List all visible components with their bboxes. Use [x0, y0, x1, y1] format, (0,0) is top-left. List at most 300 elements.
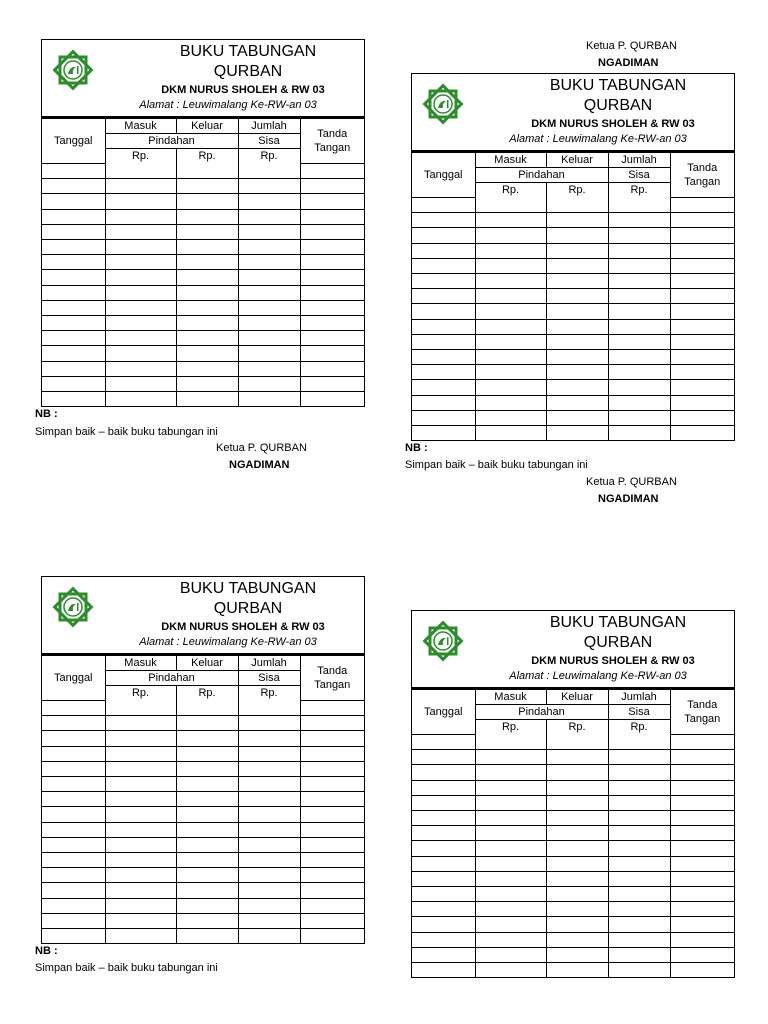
table-cell — [42, 716, 105, 731]
table-cell — [176, 731, 238, 746]
table-cell — [42, 883, 105, 898]
table-cell — [176, 837, 238, 852]
table-cell — [412, 826, 475, 841]
table-cell — [475, 886, 546, 901]
table-cell — [546, 319, 608, 334]
table-row — [42, 837, 364, 852]
table-cell — [300, 761, 364, 776]
col-tanda: Tanda — [687, 162, 718, 175]
col-rp-sisa: Rp. — [608, 183, 670, 198]
card-title-line2: QURBAN — [213, 63, 283, 80]
table-cell — [475, 735, 546, 750]
table-cell — [238, 224, 300, 239]
table-cell — [412, 213, 475, 228]
table-cell — [42, 837, 105, 852]
table-cell — [412, 856, 475, 871]
table-cell — [300, 179, 364, 194]
table-row — [42, 746, 364, 761]
col-rp-sisa: Rp. — [238, 686, 300, 701]
table-cell — [608, 243, 670, 258]
table-cell — [300, 898, 364, 913]
table-cell — [546, 765, 608, 780]
table-cell — [412, 780, 475, 795]
table-cell — [300, 852, 364, 867]
col-jumlah: Jumlah — [238, 656, 300, 671]
table-cell — [300, 209, 364, 224]
col-sisa: Sisa — [608, 168, 670, 183]
table-cell — [238, 777, 300, 792]
col-tanda: Tanda — [317, 665, 348, 678]
table-cell — [176, 194, 238, 209]
table-cell — [176, 928, 238, 943]
table-cell — [412, 258, 475, 273]
table-row — [412, 304, 734, 319]
table-cell — [546, 213, 608, 228]
table-cell — [546, 735, 608, 750]
table-cell — [608, 735, 670, 750]
table-cell — [105, 179, 176, 194]
table-cell — [670, 395, 734, 410]
table-cell — [475, 410, 546, 425]
card-organization: DKM NURUS SHOLEH & RW 03 — [161, 621, 325, 633]
table-cell — [300, 331, 364, 346]
table-cell — [608, 349, 670, 364]
table-row — [412, 932, 734, 947]
table-cell — [176, 391, 238, 406]
table-row — [412, 856, 734, 871]
table-cell — [412, 274, 475, 289]
table-cell — [105, 792, 176, 807]
table-cell — [546, 886, 608, 901]
table-cell — [176, 792, 238, 807]
col-tanggal: Tanggal — [412, 153, 475, 198]
table-cell — [300, 300, 364, 315]
table-cell — [475, 395, 546, 410]
table-cell — [176, 209, 238, 224]
table-cell — [608, 274, 670, 289]
table-cell — [608, 334, 670, 349]
table-cell — [412, 841, 475, 856]
table-cell — [546, 380, 608, 395]
card-title-line1: BUKU TABUNGAN — [179, 43, 317, 60]
table-cell — [546, 243, 608, 258]
table-row — [412, 947, 734, 962]
table-cell — [238, 331, 300, 346]
table-cell — [670, 962, 734, 977]
table-row — [42, 898, 364, 913]
col-rp-masuk: Rp. — [475, 720, 546, 735]
table-cell — [546, 425, 608, 440]
table-cell — [300, 194, 364, 209]
table-cell — [412, 365, 475, 380]
table-cell — [176, 224, 238, 239]
table-cell — [546, 932, 608, 947]
table-cell — [238, 913, 300, 928]
table-cell — [105, 701, 176, 716]
card-address: Alamat : Leuwimalang Ke-RW-an 03 — [509, 133, 687, 145]
table-row — [42, 852, 364, 867]
card-header — [42, 40, 364, 119]
table-cell — [608, 289, 670, 304]
table-cell — [670, 750, 734, 765]
table-cell — [546, 349, 608, 364]
table-cell — [42, 315, 105, 330]
table-cell — [546, 750, 608, 765]
table-cell — [42, 194, 105, 209]
col-rp-keluar: Rp. — [546, 183, 608, 198]
col-sisa: Sisa — [238, 134, 300, 149]
table-cell — [475, 349, 546, 364]
table-cell — [300, 376, 364, 391]
table-cell — [546, 947, 608, 962]
table-cell — [300, 240, 364, 255]
table-cell — [670, 902, 734, 917]
table-cell — [670, 243, 734, 258]
nb-label-2: NB : — [405, 442, 428, 454]
table-cell — [670, 811, 734, 826]
table-cell — [300, 315, 364, 330]
table-cell — [670, 780, 734, 795]
savings-table — [412, 690, 734, 977]
table-cell — [238, 716, 300, 731]
table-cell — [300, 822, 364, 837]
table-cell — [670, 319, 734, 334]
col-tangan: Tangan — [684, 713, 721, 726]
table-rows — [42, 164, 364, 407]
table-row — [42, 331, 364, 346]
table-cell — [608, 395, 670, 410]
table-cell — [475, 243, 546, 258]
table-cell — [475, 304, 546, 319]
card-header — [42, 577, 364, 656]
table-cell — [670, 258, 734, 273]
table-cell — [176, 164, 238, 179]
table-cell — [42, 731, 105, 746]
card-organization: DKM NURUS SHOLEH & RW 03 — [531, 118, 695, 130]
table-cell — [176, 255, 238, 270]
table-cell — [105, 194, 176, 209]
table-cell — [608, 856, 670, 871]
table-cell — [238, 209, 300, 224]
table-cell — [670, 856, 734, 871]
table-cell — [670, 795, 734, 810]
table-cell — [546, 856, 608, 871]
table-cell — [475, 856, 546, 871]
table-cell — [300, 807, 364, 822]
table-cell — [670, 841, 734, 856]
table-cell — [608, 932, 670, 947]
table-cell — [105, 224, 176, 239]
table-cell — [105, 209, 176, 224]
table-cell — [238, 868, 300, 883]
card-address: Alamat : Leuwimalang Ke-RW-an 03 — [509, 670, 687, 682]
table-cell — [238, 898, 300, 913]
table-row — [412, 826, 734, 841]
table-row — [412, 274, 734, 289]
table-cell — [238, 194, 300, 209]
table-cell — [300, 361, 364, 376]
col-tanggal: Tanggal — [412, 690, 475, 735]
table-row — [42, 376, 364, 391]
table-cell — [105, 883, 176, 898]
table-row — [42, 792, 364, 807]
ketua-label-1: Ketua P. QURBAN — [216, 442, 307, 454]
table-row — [42, 209, 364, 224]
table-cell — [42, 868, 105, 883]
table-cell — [238, 361, 300, 376]
table-row — [412, 886, 734, 901]
table-rows — [42, 701, 364, 944]
table-row — [412, 735, 734, 750]
col-tanda-tangan — [300, 656, 364, 701]
table-cell — [670, 365, 734, 380]
table-rows — [412, 735, 734, 978]
table-cell — [608, 765, 670, 780]
table-cell — [42, 761, 105, 776]
table-row — [42, 716, 364, 731]
table-cell — [546, 902, 608, 917]
col-rp-keluar: Rp. — [546, 720, 608, 735]
table-row — [42, 391, 364, 406]
table-cell — [238, 164, 300, 179]
table-row — [412, 811, 734, 826]
table-cell — [412, 962, 475, 977]
table-cell — [176, 179, 238, 194]
table-row — [412, 319, 734, 334]
col-masuk: Masuk — [475, 690, 546, 705]
table-cell — [300, 777, 364, 792]
table-cell — [412, 243, 475, 258]
table-cell — [105, 315, 176, 330]
table-cell — [412, 886, 475, 901]
table-cell — [670, 410, 734, 425]
table-cell — [42, 928, 105, 943]
table-cell — [176, 777, 238, 792]
table-cell — [670, 871, 734, 886]
table-cell — [670, 213, 734, 228]
table-cell — [475, 841, 546, 856]
table-cell — [176, 270, 238, 285]
table-cell — [546, 304, 608, 319]
col-pindahan: Pindahan — [475, 705, 608, 720]
table-cell — [412, 410, 475, 425]
col-pindahan: Pindahan — [105, 671, 238, 686]
table-cell — [608, 304, 670, 319]
table-cell — [412, 947, 475, 962]
table-cell — [670, 826, 734, 841]
table-cell — [42, 898, 105, 913]
table-cell — [412, 902, 475, 917]
table-cell — [412, 334, 475, 349]
nb-label-1: NB : — [35, 408, 58, 420]
table-row — [42, 300, 364, 315]
table-cell — [475, 871, 546, 886]
table-cell — [105, 376, 176, 391]
table-row — [412, 765, 734, 780]
table-cell — [412, 380, 475, 395]
table-cell — [42, 391, 105, 406]
table-row — [412, 380, 734, 395]
table-cell — [105, 868, 176, 883]
table-cell — [42, 913, 105, 928]
table-row — [42, 240, 364, 255]
col-rp-sisa: Rp. — [608, 720, 670, 735]
card-title-line1: BUKU TABUNGAN — [179, 580, 317, 597]
table-cell — [176, 716, 238, 731]
table-cell — [238, 731, 300, 746]
table-row — [42, 285, 364, 300]
table-cell — [238, 240, 300, 255]
table-cell — [238, 255, 300, 270]
table-cell — [238, 285, 300, 300]
col-masuk: Masuk — [105, 656, 176, 671]
table-cell — [546, 274, 608, 289]
table-cell — [475, 902, 546, 917]
table-cell — [300, 346, 364, 361]
table-cell — [105, 255, 176, 270]
table-cell — [105, 391, 176, 406]
table-row — [42, 164, 364, 179]
table-cell — [176, 346, 238, 361]
table-cell — [105, 270, 176, 285]
table-cell — [300, 928, 364, 943]
table-cell — [42, 270, 105, 285]
table-cell — [412, 319, 475, 334]
table-row — [42, 255, 364, 270]
table-cell — [546, 841, 608, 856]
table-cell — [238, 179, 300, 194]
table-cell — [105, 240, 176, 255]
col-tanda-tangan — [300, 119, 364, 164]
nb-label-3: NB : — [35, 945, 58, 957]
table-cell — [300, 701, 364, 716]
table-cell — [475, 213, 546, 228]
col-tanda: Tanda — [687, 699, 718, 712]
table-cell — [670, 334, 734, 349]
col-pindahan: Pindahan — [105, 134, 238, 149]
table-cell — [412, 811, 475, 826]
table-cell — [238, 837, 300, 852]
nb-note-2: Simpan baik – baik buku tabungan ini — [405, 459, 588, 471]
table-cell — [475, 274, 546, 289]
table-cell — [475, 319, 546, 334]
table-cell — [608, 780, 670, 795]
table-row — [42, 883, 364, 898]
table-cell — [412, 349, 475, 364]
table-cell — [412, 395, 475, 410]
table-cell — [42, 179, 105, 194]
table-cell — [475, 380, 546, 395]
table-cell — [238, 376, 300, 391]
table-cell — [238, 883, 300, 898]
table-cell — [105, 852, 176, 867]
table-cell — [105, 331, 176, 346]
table-cell — [475, 425, 546, 440]
table-cell — [475, 289, 546, 304]
table-cell — [670, 932, 734, 947]
table-row — [42, 361, 364, 376]
table-cell — [608, 826, 670, 841]
table-cell — [546, 962, 608, 977]
table-cell — [300, 285, 364, 300]
table-cell — [105, 746, 176, 761]
table-cell — [608, 213, 670, 228]
table-row — [42, 822, 364, 837]
table-cell — [670, 886, 734, 901]
col-rp-keluar: Rp. — [176, 149, 238, 164]
table-cell — [300, 255, 364, 270]
table-cell — [546, 917, 608, 932]
table-cell — [412, 228, 475, 243]
table-row — [412, 410, 734, 425]
table-cell — [412, 917, 475, 932]
table-row — [412, 425, 734, 440]
col-tangan: Tangan — [314, 142, 351, 155]
table-row — [412, 395, 734, 410]
table-row — [412, 213, 734, 228]
table-cell — [670, 274, 734, 289]
table-row — [412, 258, 734, 273]
card-address: Alamat : Leuwimalang Ke-RW-an 03 — [139, 99, 317, 111]
table-cell — [300, 270, 364, 285]
table-cell — [176, 883, 238, 898]
table-cell — [176, 376, 238, 391]
col-masuk: Masuk — [105, 119, 176, 134]
table-cell — [412, 425, 475, 440]
table-cell — [300, 224, 364, 239]
col-jumlah: Jumlah — [608, 690, 670, 705]
card-organization: DKM NURUS SHOLEH & RW 03 — [531, 655, 695, 667]
table-cell — [670, 765, 734, 780]
col-tangan: Tangan — [684, 176, 721, 189]
table-cell — [105, 928, 176, 943]
table-cell — [105, 716, 176, 731]
table-cell — [608, 198, 670, 213]
table-cell — [546, 780, 608, 795]
table-cell — [238, 315, 300, 330]
table-cell — [670, 198, 734, 213]
table-cell — [42, 346, 105, 361]
table-cell — [670, 289, 734, 304]
table-row — [412, 780, 734, 795]
table-cell — [546, 395, 608, 410]
table-cell — [105, 822, 176, 837]
col-masuk: Masuk — [475, 153, 546, 168]
table-cell — [42, 285, 105, 300]
table-row — [412, 962, 734, 977]
table-cell — [546, 198, 608, 213]
table-cell — [475, 811, 546, 826]
table-row — [412, 349, 734, 364]
table-cell — [105, 164, 176, 179]
table-cell — [608, 947, 670, 962]
table-cell — [608, 917, 670, 932]
savings-card-1 — [41, 39, 365, 407]
col-tanda: Tanda — [317, 128, 348, 141]
savings-table — [42, 656, 364, 943]
table-row — [42, 315, 364, 330]
table-cell — [238, 746, 300, 761]
nb-note-3: Simpan baik – baik buku tabungan ini — [35, 962, 218, 974]
table-cell — [105, 346, 176, 361]
table-cell — [475, 917, 546, 932]
table-cell — [105, 361, 176, 376]
table-cell — [546, 334, 608, 349]
table-cell — [176, 701, 238, 716]
table-cell — [42, 807, 105, 822]
col-jumlah: Jumlah — [608, 153, 670, 168]
table-cell — [412, 289, 475, 304]
